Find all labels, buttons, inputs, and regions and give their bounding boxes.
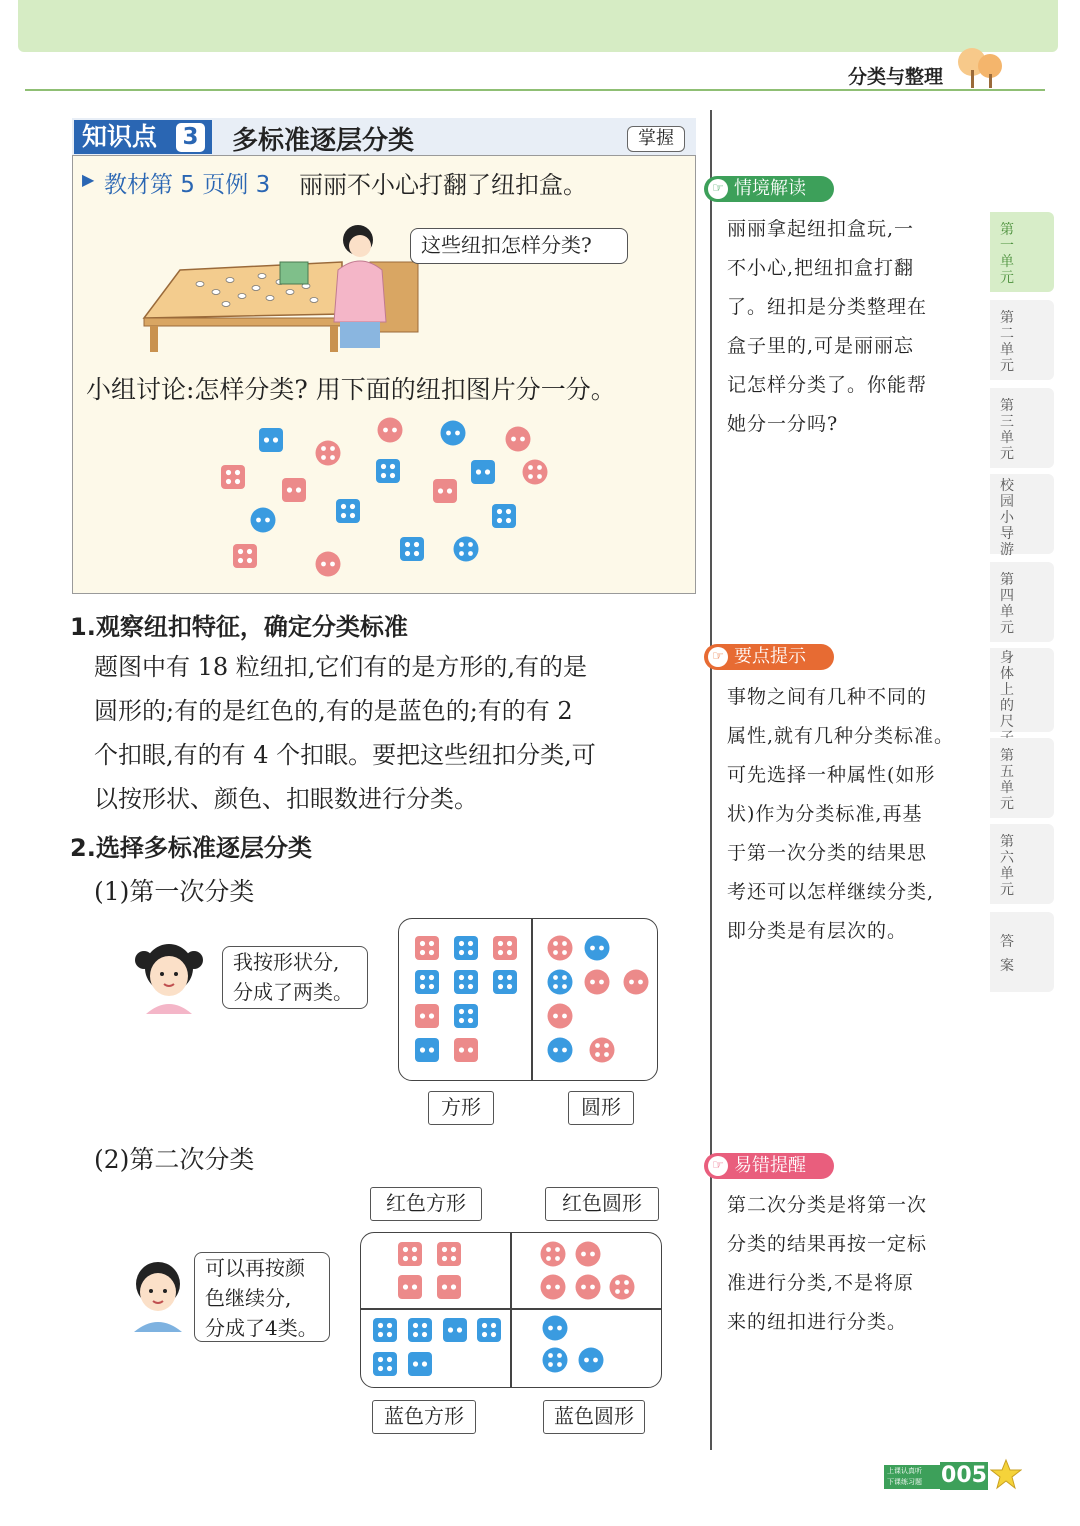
scattered-buttons: [210, 410, 560, 580]
blue-round-label: 蓝色圆形: [543, 1400, 645, 1434]
note-line: 可先选择一种属性(如形: [727, 764, 936, 786]
slogan-line: 下课练习题: [887, 1478, 922, 1486]
tab-label: 第二单元: [1000, 310, 1014, 374]
boy-avatar: [124, 1260, 194, 1332]
section1-paragraph-line: 题图中有 18 粒纽扣,它们有的是方形的,有的是: [94, 653, 588, 681]
section1-paragraph-line: 以按形状、颜色、扣眼数进行分类。: [94, 785, 478, 813]
button-red-circle-4: [523, 460, 548, 485]
note-tag-common-mistakes: [704, 1153, 834, 1179]
step1-title: (1)第一次分类: [94, 877, 255, 906]
knowledge-badge: 知识点: [74, 120, 212, 154]
footer-slogan: [884, 1465, 940, 1489]
tab-answers[interactable]: [990, 912, 1054, 992]
note-line: 事物之间有几种不同的: [727, 686, 928, 708]
page-header-title: 分类与整理: [848, 66, 944, 88]
note-line: 盒子里的,可是丽丽忘: [727, 335, 915, 357]
girl-at-table-illustration: [130, 222, 430, 352]
note-line: 考还可以怎样继续分类,: [727, 881, 935, 903]
button-red-circle-4: [316, 441, 341, 466]
mastery-level-badge: 掌握: [627, 126, 685, 152]
round-category-label: 圆形: [568, 1091, 634, 1125]
tab-unit-2[interactable]: [990, 300, 1054, 380]
knowledge-number: 3: [176, 123, 205, 152]
key-points-note: [727, 678, 969, 951]
button-blue-circle-4: [454, 537, 479, 562]
note-line: 丽丽拿起纽扣盒玩,一: [727, 218, 915, 240]
page-number: 005: [941, 1463, 987, 1488]
button-red-square-4: [221, 465, 245, 489]
note-tag-scenario: [704, 176, 834, 202]
speech-line: 我按形状分,: [233, 950, 340, 974]
note-line: 属性,就有几种分类标准。: [727, 725, 955, 747]
tab-label: 第五单元: [1000, 748, 1014, 812]
note-tag-label: 易错提醒: [734, 1155, 806, 1176]
tab-unit-1[interactable]: [990, 212, 1054, 292]
tab-body-ruler[interactable]: [990, 648, 1054, 732]
section-heading-1: 1.观察纽扣特征，确定分类标准: [70, 613, 408, 641]
tab-label: 第六单元: [1000, 834, 1014, 898]
note-tag-key-points: [704, 644, 834, 670]
speech-line: 色继续分,: [205, 1286, 292, 1310]
scenario-note: [727, 210, 969, 444]
note-tag-label: 要点提示: [734, 646, 806, 667]
note-line: 不小心,把纽扣盒打翻: [727, 257, 915, 279]
column-divider: [710, 110, 712, 1450]
speech-line: 分成了两类。: [233, 980, 353, 1004]
note-tag-label: 情境解读: [734, 178, 806, 199]
button-red-square-2: [433, 479, 457, 503]
color-sorted-buttons: [360, 1232, 662, 1388]
tab-unit-5[interactable]: [990, 738, 1054, 818]
button-blue-square-4: [376, 459, 400, 483]
note-line: 她分一分吗?: [727, 413, 839, 435]
button-blue-square-4: [336, 499, 360, 523]
scene-description: 丽丽不小心打翻了纽扣盒。: [299, 171, 587, 199]
note-line: 记怎样分类了。你能帮: [727, 374, 928, 396]
button-blue-square-2: [259, 428, 283, 452]
tree-icon: [952, 44, 1012, 90]
tab-label: 第三单元: [1000, 398, 1014, 462]
speech-line: 可以再按颜: [205, 1256, 305, 1280]
header-divider: [25, 89, 1045, 91]
note-line: 第二次分类是将第一次: [727, 1194, 928, 1216]
note-line: 了。纽扣是分类整理在: [727, 296, 928, 318]
section1-paragraph-line: 圆形的;有的是红色的,有的是蓝色的;有的有 2: [94, 697, 573, 725]
group-discussion-prompt: 小组讨论:怎样分类? 用下面的纽扣图片分一分。: [86, 375, 616, 404]
triangle-bullet-icon: ▶: [82, 170, 95, 189]
girl-speech-bubble-2: [222, 946, 368, 1009]
common-mistakes-note: [727, 1186, 969, 1342]
tab-label: 第四单元: [1000, 572, 1014, 636]
girl-avatar: [130, 938, 210, 1014]
button-red-square-4: [233, 544, 257, 568]
blue-square-label: 蓝色方形: [372, 1400, 476, 1434]
girl-speech-bubble: 这些纽扣怎样分类?: [410, 228, 628, 264]
button-red-circle-2: [378, 418, 403, 443]
button-blue-circle-2: [441, 421, 466, 446]
boy-speech-bubble: [194, 1252, 330, 1342]
pointing-hand-icon: ☞: [708, 179, 728, 199]
note-line: 于第一次分类的结果思: [727, 842, 928, 864]
tab-label: 校园小导游: [1000, 478, 1014, 558]
pointing-hand-icon: ☞: [708, 1156, 728, 1176]
button-blue-square-2: [471, 460, 495, 484]
button-red-square-2: [282, 478, 306, 502]
speech-line: 分成了4类。: [205, 1316, 318, 1340]
pointing-hand-icon: ☞: [708, 647, 728, 667]
note-line: 状)作为分类标准,再基: [727, 803, 923, 825]
note-line: 准进行分类,不是将原: [727, 1272, 915, 1294]
star-icon: [990, 1458, 1022, 1490]
step2-title: (2)第二次分类: [94, 1145, 255, 1174]
button-blue-circle-2: [251, 508, 276, 533]
button-red-circle-2: [316, 552, 341, 577]
header-band: [18, 0, 1058, 52]
tab-label: 身体上的尺: [1000, 650, 1014, 730]
tab-label: 答案: [1000, 934, 1014, 974]
note-line: 分类的结果再按一定标: [727, 1233, 928, 1255]
textbook-reference: 教材第 5 页例 3: [104, 172, 271, 198]
button-blue-square-4: [492, 504, 516, 528]
tab-label: 第一单元: [1000, 222, 1014, 286]
slogan-line: 上课认真听: [887, 1467, 922, 1475]
tab-unit-3[interactable]: [990, 388, 1054, 468]
shape-sorted-buttons: [398, 918, 658, 1081]
tab-unit-4[interactable]: [990, 562, 1054, 642]
red-round-label: 红色圆形: [545, 1187, 659, 1221]
square-category-label: 方形: [428, 1091, 494, 1125]
tab-unit-6[interactable]: [990, 824, 1054, 904]
tab-campus-guide[interactable]: [990, 474, 1054, 558]
knowledge-title: 多标准逐层分类: [232, 126, 415, 156]
button-blue-square-4: [400, 537, 424, 561]
button-red-circle-2: [506, 427, 531, 452]
note-line: 来的纽扣进行分类。: [727, 1311, 908, 1333]
red-square-label: 红色方形: [370, 1187, 482, 1221]
section1-paragraph-line: 个扣眼,有的有 4 个扣眼。要把这些纽扣分类,可: [94, 741, 596, 769]
note-line: 即分类是有层次的。: [727, 920, 908, 942]
section-heading-2: 2.选择多标准逐层分类: [70, 834, 312, 862]
